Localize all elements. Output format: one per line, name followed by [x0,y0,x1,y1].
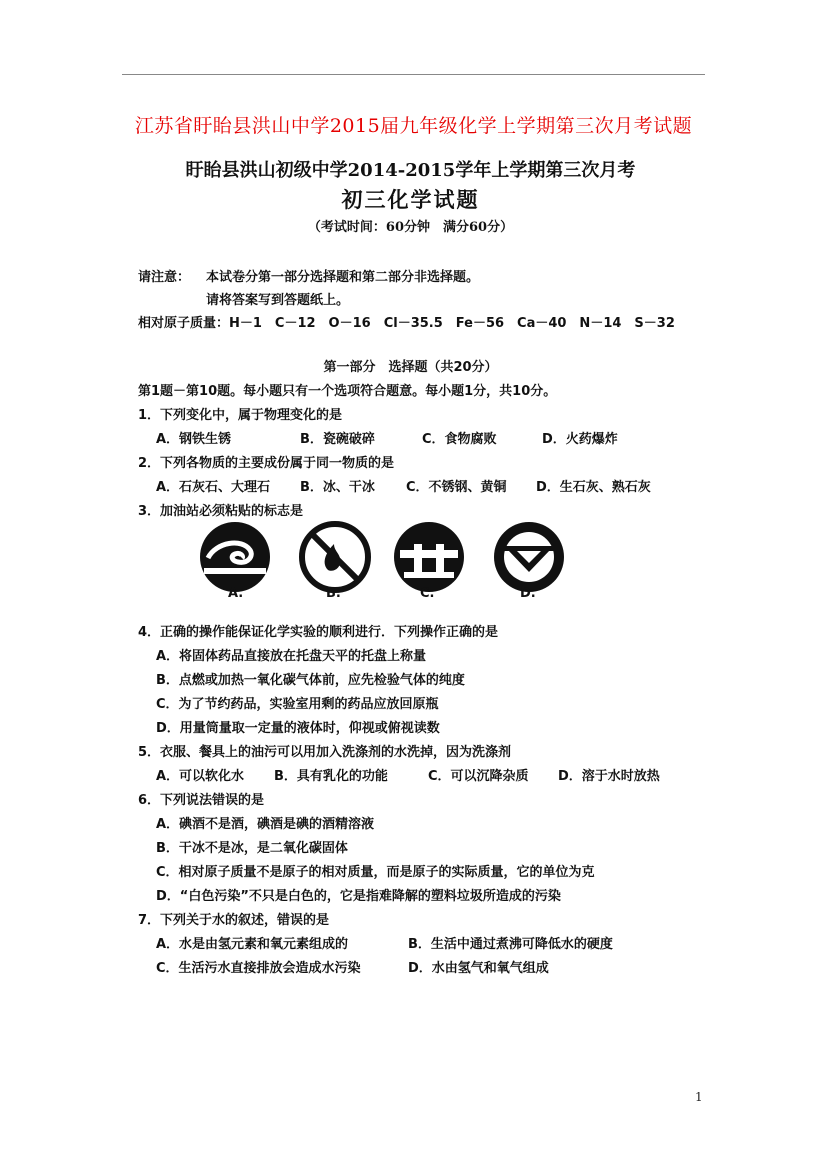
q7-option-d: D．水由氢气和氧气组成 [408,961,549,976]
exam-time-score: （考试时间：60分钟 满分60分） [307,220,514,235]
document-title: 江苏省盱眙县洪山中学2015届九年级化学上学期第三次月考试题 [134,115,693,137]
no-fire-sign-icon [298,520,372,594]
q5-option-d: D．溶于水时放热 [558,769,660,784]
q4-option-a: A．将固体药品直接放在托盘天平的托盘上称量 [156,649,427,664]
q6-option-a: A．碘酒不是酒，碘酒是碘的酒精溶液 [156,817,375,832]
q3-label-b: B. [326,586,341,601]
q4-stem: 4．正确的操作能保证化学实验的顺利进行．下列操作正确的是 [138,625,499,640]
q4-option-d: D．用量筒量取一定量的液体时，仰视或俯视读数 [156,721,440,736]
q4-option-b: B．点燃或加热一氧化碳气体前，应先检验气体的纯度 [156,673,465,688]
q2-option-a: A．石灰石、大理石 [156,480,271,495]
q1-option-a: A．钢铁生锈 [156,432,232,447]
q2-option-b: B．冰、干冰 [300,480,375,495]
q5-stem: 5．衣服、餐具上的油污可以用加入洗涤剂的水洗掉，因为洗涤剂 [138,745,512,760]
section1-instruction: 第1题－第10题。每小题只有一个选项符合题意。每小题1分，共10分。 [138,384,557,399]
q5-option-c: C．可以沉降杂质 [428,769,529,784]
q3-label-c: C. [420,586,435,601]
q7-option-c: C．生活污水直接排放会造成水污染 [156,961,361,976]
q1-stem: 1．下列变化中，属于物理变化的是 [138,408,343,423]
q3-label-d: D. [520,586,536,601]
section1-title: 第一部分 选择题（共20分） [323,360,498,375]
q4-option-c: C．为了节约药品，实验室用剩的药品应放回原瓶 [156,697,439,712]
q7-option-b: B．生活中通过煮沸可降低水的硬度 [408,937,613,952]
q7-option-a: A．水是由氢元素和氧元素组成的 [156,937,349,952]
q2-option-d: D．生石灰、熟石灰 [536,480,651,495]
atomic-mass-line: 相对原子质量：H－1 C－12 O－16 Cl－35.5 Fe－56 Ca－40 N－14 S－32 [138,316,675,331]
q6-option-d: D．“白色污染”不只是白色的，它是指难降解的塑料垃圾所造成的污染 [156,889,561,904]
exam-title: 初三化学试题 [341,187,480,212]
notes-line-1: 本试卷分第一部分选择题和第二部分非选择题。 [206,270,480,285]
q3-stem: 3．加油站必须粘贴的标志是 [138,504,304,519]
q6-option-c: C．相对原子质量不是原子的相对质量，而是原子的实际质量，它的单位为克 [156,865,595,880]
exam-school-line: 盱眙县洪山初级中学2014-2015学年上学期第三次月考 [185,160,636,181]
energy-saving-sign-icon [392,520,466,594]
water-drop-sign-icon [198,520,272,594]
q6-stem: 6．下列说法错误的是 [138,793,265,808]
q2-stem: 2．下列各物质的主要成份属于同一物质的是 [138,456,395,471]
q1-option-b: B．瓷碗破碎 [300,432,375,447]
notes-line-2: 请将答案写到答题纸上。 [206,293,350,308]
china-environmental-label-icon [492,520,566,594]
page-number: 1 [695,1090,703,1104]
q6-option-b: B．干冰不是冰，是二氧化碳固体 [156,841,348,856]
q1-option-d: D．火药爆炸 [542,432,618,447]
q2-option-c: C．不锈钢、黄铜 [406,480,507,495]
q3-label-a: A. [228,586,244,601]
q1-option-c: C．食物腐败 [422,432,497,447]
q5-option-a: A．可以软化水 [156,769,245,784]
notes-label: 请注意： [138,270,191,285]
q7-stem: 7．下列关于水的叙述，错误的是 [138,913,330,928]
header-rule [122,74,705,75]
scanned-exam-page [138,150,698,980]
q5-option-b: B．具有乳化的功能 [274,769,388,784]
